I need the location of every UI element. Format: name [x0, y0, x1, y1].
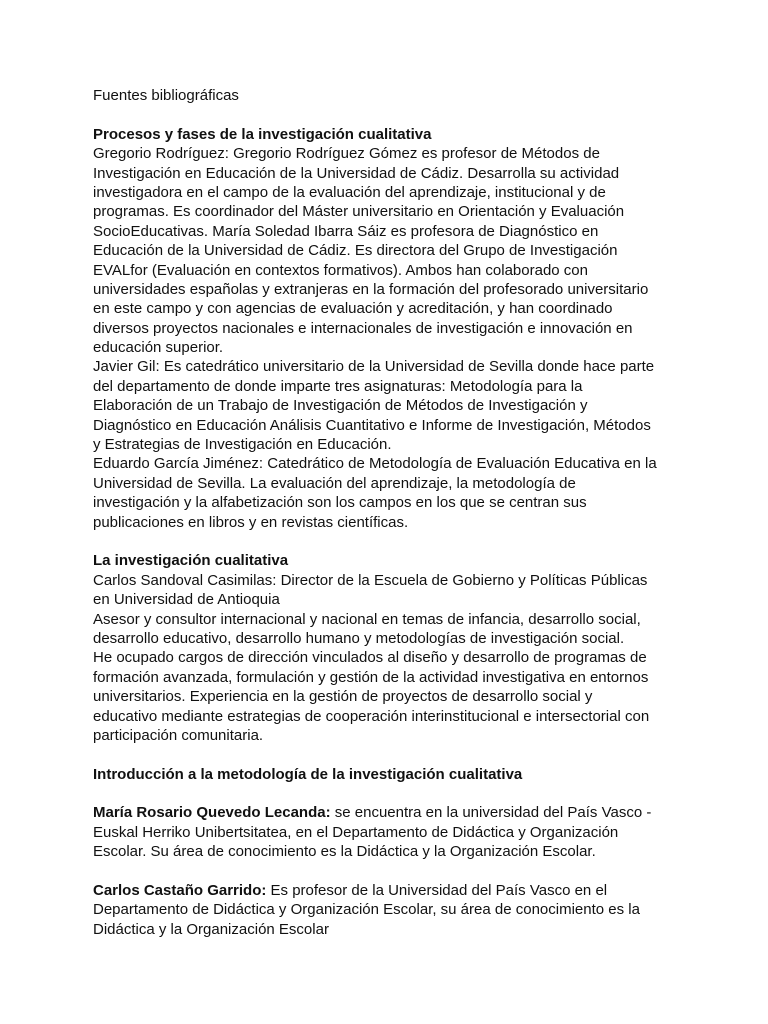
author-name: María Rosario Quevedo Lecanda: — [93, 804, 331, 822]
section-heading-procesos: Procesos y fases de la investigación cualitativa — [93, 125, 432, 143]
paragraph-line: Didáctica y la Organización Escolar — [93, 920, 329, 938]
paragraph-line: Educación de la Universidad de Cádiz. Es directora del Grupo de Investigación — [93, 242, 618, 260]
paragraph-line: Asesor y consultor internacional y nacional en temas de infancia, desarrollo social, — [93, 610, 641, 628]
author-name: Carlos Castaño Garrido: — [93, 882, 267, 900]
paragraph-line: Escolar. Su área de conocimiento es la Didáctica y la Organización Escolar. — [93, 843, 596, 861]
paragraph-line: en este campo y con agencias de evaluación y acreditación, y han coordinado — [93, 300, 613, 318]
paragraph-line: educación superior. — [93, 339, 224, 357]
paragraph-line: educativo mediante estrategias de cooperación interinstitucional e intersectorial con — [93, 707, 650, 725]
document-top-label: Fuentes bibliográficas — [93, 87, 239, 104]
paragraph-line: universidades españolas y extranjeras en la formación del profesorado universitario — [93, 280, 649, 298]
paragraph-line: publicaciones en libros y en revistas científicas. — [93, 513, 409, 531]
spacer — [93, 784, 703, 803]
author-entry-first-line — [93, 881, 703, 900]
section-body-procesos — [93, 144, 703, 532]
author-description: se encuentra en la universidad del País Vasco - — [330, 804, 652, 822]
paragraph-line: Investigación en Educación de la Universidad de Cádiz. Desarrolla su actividad — [93, 164, 620, 182]
paragraph-line: formación avanzada, formulación y gestión de la actividad investigativa en entornos — [93, 668, 649, 686]
author-entry-quevedo — [93, 803, 703, 861]
paragraph-line: Carlos Sandoval Casimilas: Director de la Escuela de Gobierno y Políticas Públicas — [93, 571, 648, 589]
paragraph-line: Diagnóstico en Educación Análisis Cuantitativo e Informe de Investigación, Métodos — [93, 416, 651, 434]
paragraph-line: y Estrategias de Investigación en Educación. — [93, 436, 392, 454]
paragraph-line: He ocupado cargos de dirección vinculados al diseño y desarrollo de programas de — [93, 649, 647, 667]
paragraph-line: Javier Gil: Es catedrático universitario de la Universidad de Sevilla donde hace parte — [93, 358, 655, 376]
paragraph-line: universitarios. Experiencia en la gestión de proyectos de desarrollo social y — [93, 688, 593, 706]
paragraph-line: desarrollo educativo, desarrollo humano y metodologías de investigación social. — [93, 629, 625, 647]
section-heading-investigacion-cualitativa: La investigación cualitativa — [93, 552, 289, 570]
paragraph-line: Gregorio Rodríguez: Gregorio Rodríguez Gómez es profesor de Métodos de — [93, 145, 600, 163]
document-page — [93, 86, 703, 939]
author-entry-first-line — [93, 803, 703, 822]
author-entry-castano — [93, 881, 703, 939]
spacer — [93, 105, 703, 124]
paragraph-line: Elaboración de un Trabajo de Investigación de Métodos de Investigación y — [93, 397, 588, 415]
paragraph-line: diversos proyectos nacionales e internacionales de investigación e innovación en — [93, 319, 633, 337]
paragraph-line: del departamento de donde imparte tres asignaturas: Metodología para la — [93, 377, 583, 395]
paragraph-line: participación comunitaria. — [93, 726, 264, 744]
spacer — [93, 532, 703, 551]
paragraph-line: investigadora en el campo de la evaluación del aprendizaje, institucional y de — [93, 183, 606, 201]
paragraph-line: programas. Es coordinador del Máster universitario en Orientación y Evaluación — [93, 203, 625, 221]
section-body-investigacion-cualitativa — [93, 571, 703, 746]
paragraph-line: en Universidad de Antioquia — [93, 591, 280, 609]
author-description: Es profesor de la Universidad del País Vasco en el — [266, 882, 608, 900]
paragraph-line: Euskal Herriko Unibertsitatea, en el Departamento de Didáctica y Organización — [93, 823, 619, 841]
spacer — [93, 862, 703, 881]
paragraph-line: investigación y la alfabetización son los campos en los que se centran sus — [93, 494, 587, 512]
paragraph-line: Departamento de Didáctica y Organización Escolar, su área de conocimiento es la — [93, 901, 640, 919]
paragraph-line: EVALfor (Evaluación en contextos formativos). Ambos han colaborado con — [93, 261, 588, 279]
paragraph-line: Universidad de Sevilla. La evaluación del aprendizaje, la metodología de — [93, 474, 576, 492]
spacer — [93, 745, 703, 764]
paragraph-line: Eduardo García Jiménez: Catedrático de Metodología de Evaluación Educativa en la — [93, 455, 657, 473]
paragraph-line: SocioEducativas. María Soledad Ibarra Sáiz es profesora de Diagnóstico en — [93, 222, 599, 240]
section-heading-introduccion-metodologia: Introducción a la metodología de la investigación cualitativa — [93, 765, 523, 783]
